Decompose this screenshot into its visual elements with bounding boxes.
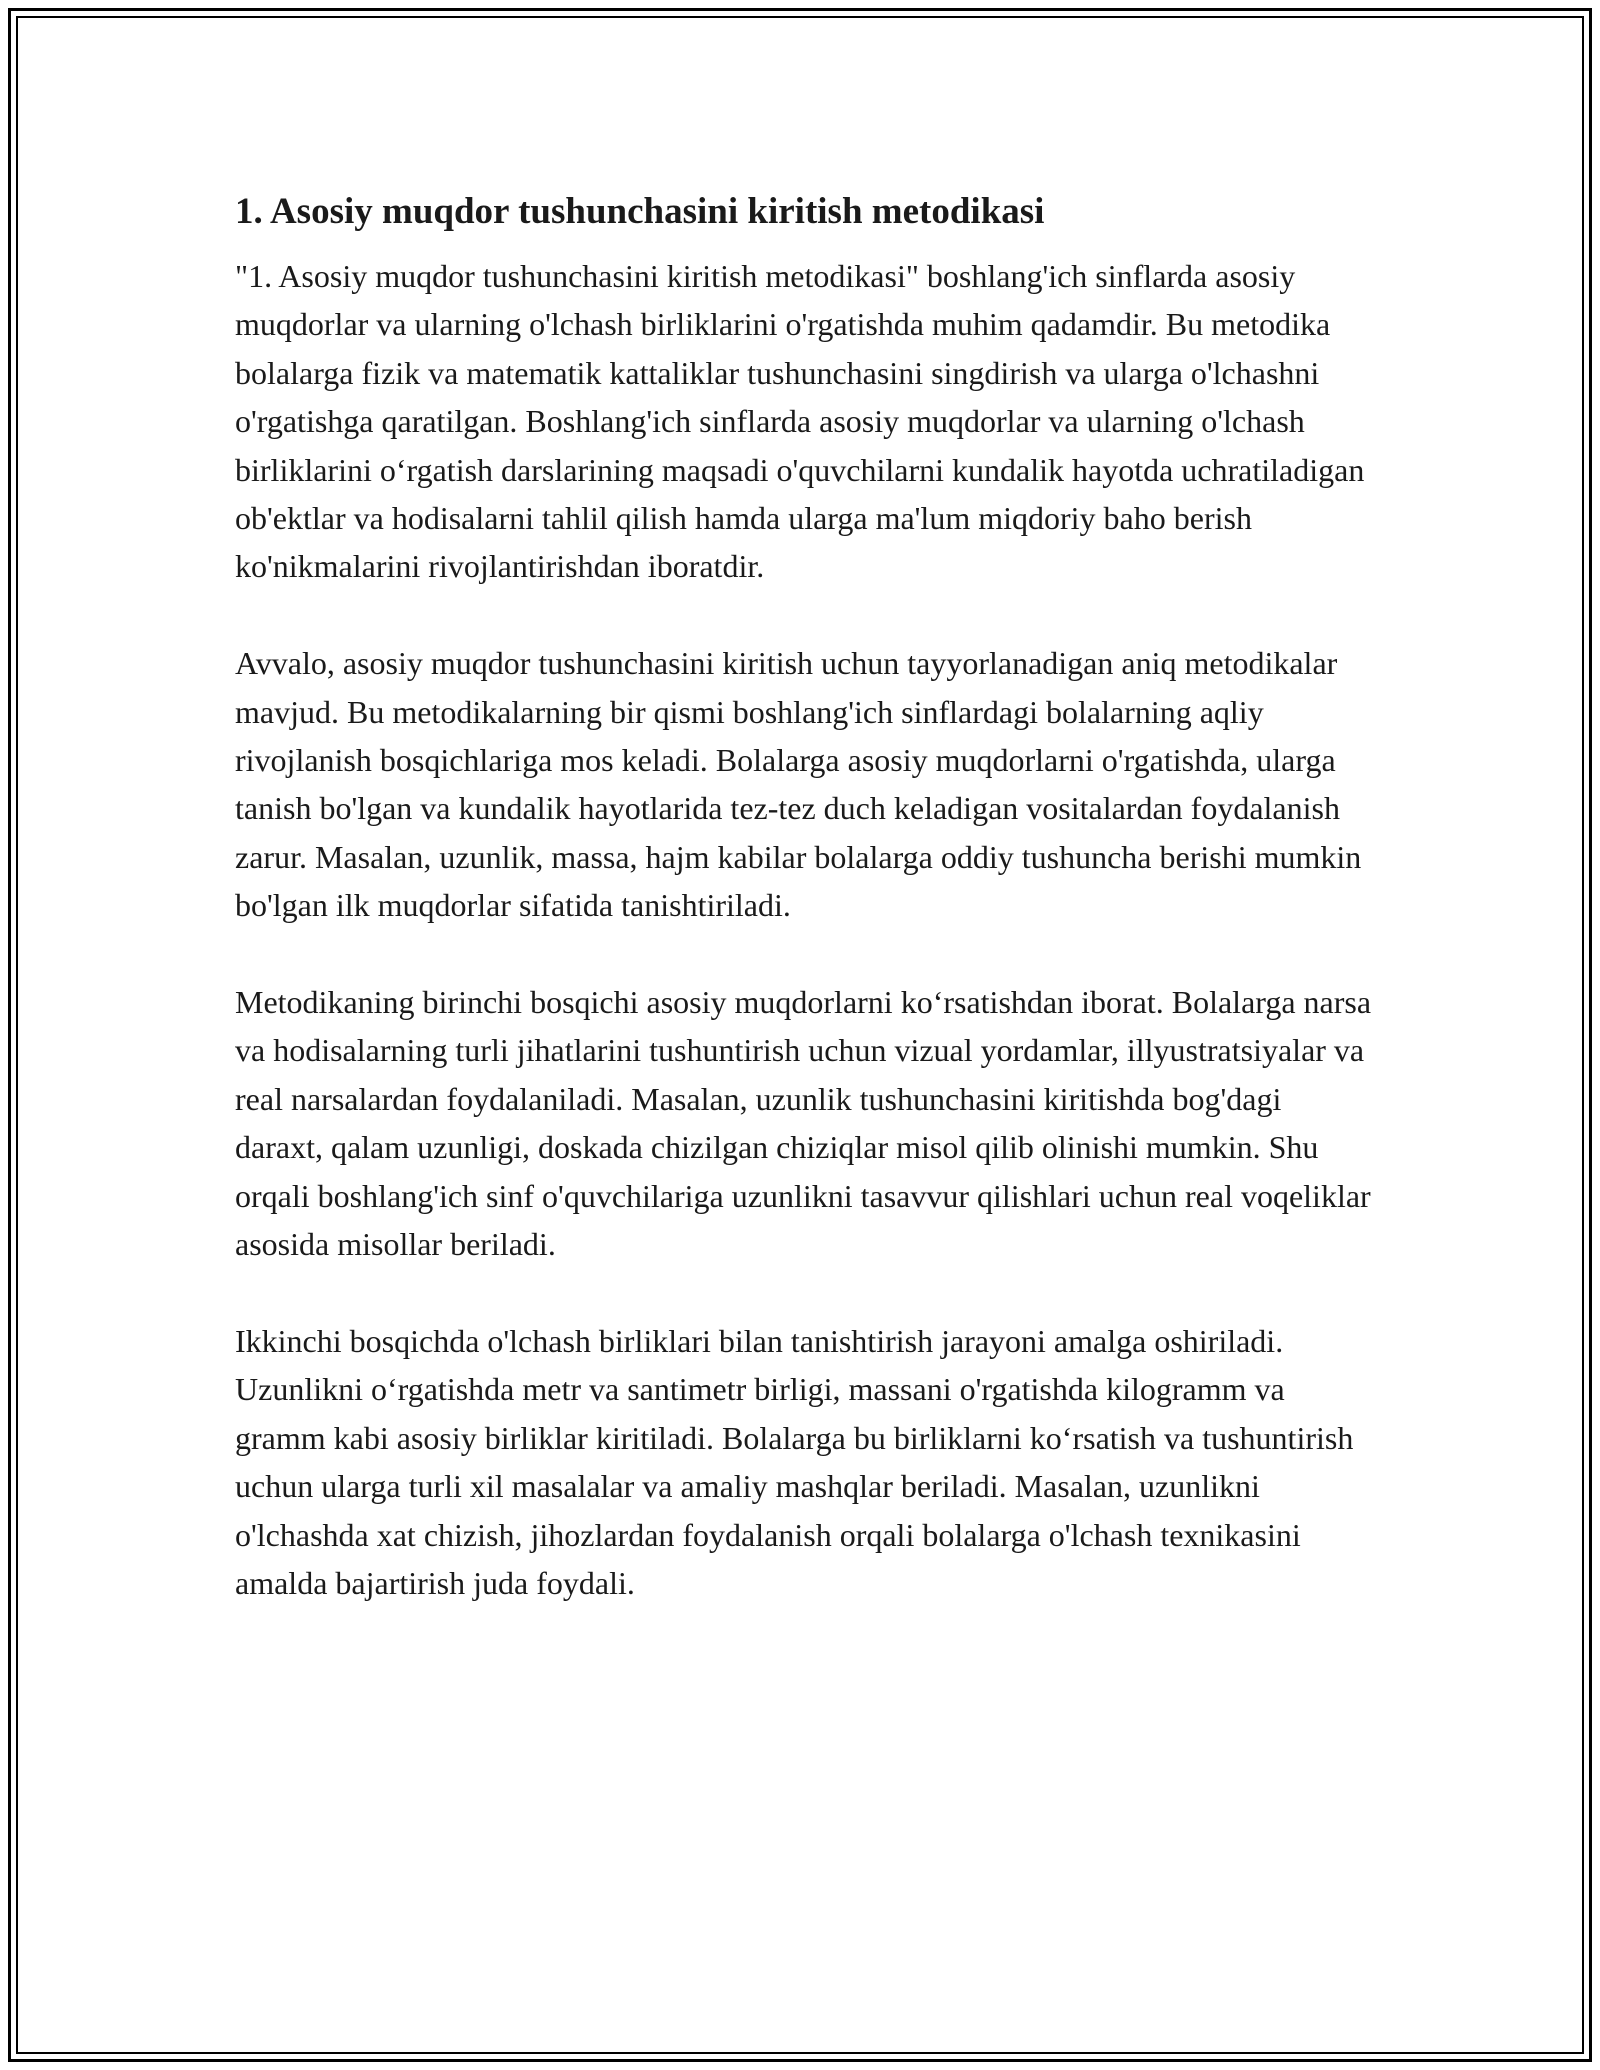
paragraph-second-stage: Ikkinchi bosqichda o'lchash birliklari bilan tanishtirish jarayoni amalga oshiriladi. Uzunlikni o‘rgatishda metr va santimetr birligi, massani o'rgatishda kilogramm va gramm kabi asosiy birliklar kiritiladi. Bolalarga bu birliklarni ko‘rsatish va tushuntirish uchun ularga turli xil masalalar va amaliy mashqlar beriladi. Masalan, uzunlikni o'lchashda xat chizish, jihozlardan foydalanish orqali bolalarga o'lchash texnikasini amalda bajartirish juda foydali.	[235, 1322, 1354, 1601]
document-body	[235, 188, 1375, 1656]
section-heading: 1. Asosiy muqdor tushunchasini kiritish metodikasi	[235, 191, 1045, 232]
paragraph-first-stage: Metodikaning birinchi bosqichi asosiy muqdorlarni ko‘rsatishdan iborat. Bolalarga narsa va hodisalarning turli jihatlarini tushuntirish uchun vizual yordamlar, illyustratsiyalar va real narsalardan foydalaniladi. Masalan, uzunlik tushunchasini kiritishda bog'dagi daraxt, qalam uzunligi, doskada chizilgan chiziqlar misol qilib olinishi mumkin. Shu orqali boshlang'ich sinf o'quvchilariga uzunlikni tasavvur qilishlari uchun real voqeliklar asosida misollar beriladi.	[235, 984, 1372, 1263]
paragraph-methods: Avvalo, asosiy muqdor tushunchasini kiritish uchun tayyorlanadigan aniq metodikalar mavjud. Bu metodikalarning bir qismi boshlang'ich sinflardagi bolalarning aqliy rivojlanish bosqichlariga mos keladi. Bolalarga asosiy muqdorlarni o'rgatishda, ularga tanish bo'lgan va kundalik hayotlarida tez-tez duch keladigan vositalardan foydalanish zarur. Masalan, uzunlik, massa, hajm kabilar bolalarga oddiy tushuncha berishi mumkin bo'lgan ilk muqdorlar sifatida tanishtiriladi.	[235, 645, 1362, 924]
paragraph-intro: "1. Asosiy muqdor tushunchasini kiritish metodikasi" boshlang'ich sinflarda asosiy muqdorlar va ularning o'lchash birliklarini o'rgatishda muhim qadamdir. Bu metodika bolalarga fizik va matematik kattaliklar tushunchasini singdirish va ularga o'lchashni o'rgatishga qaratilgan. Boshlang'ich sinflarda asosiy muqdorlar va ularning o'lchash birliklarini o‘rgatish darslarining maqsadi o'quvchilarni kundalik hayotda uchratiladigan ob'ektlar va hodisalarni tahlil qilish hamda ularga ma'lum miqdoriy baho berish ko'nikmalarini rivojlantirishdan iboratdir.	[235, 258, 1365, 585]
